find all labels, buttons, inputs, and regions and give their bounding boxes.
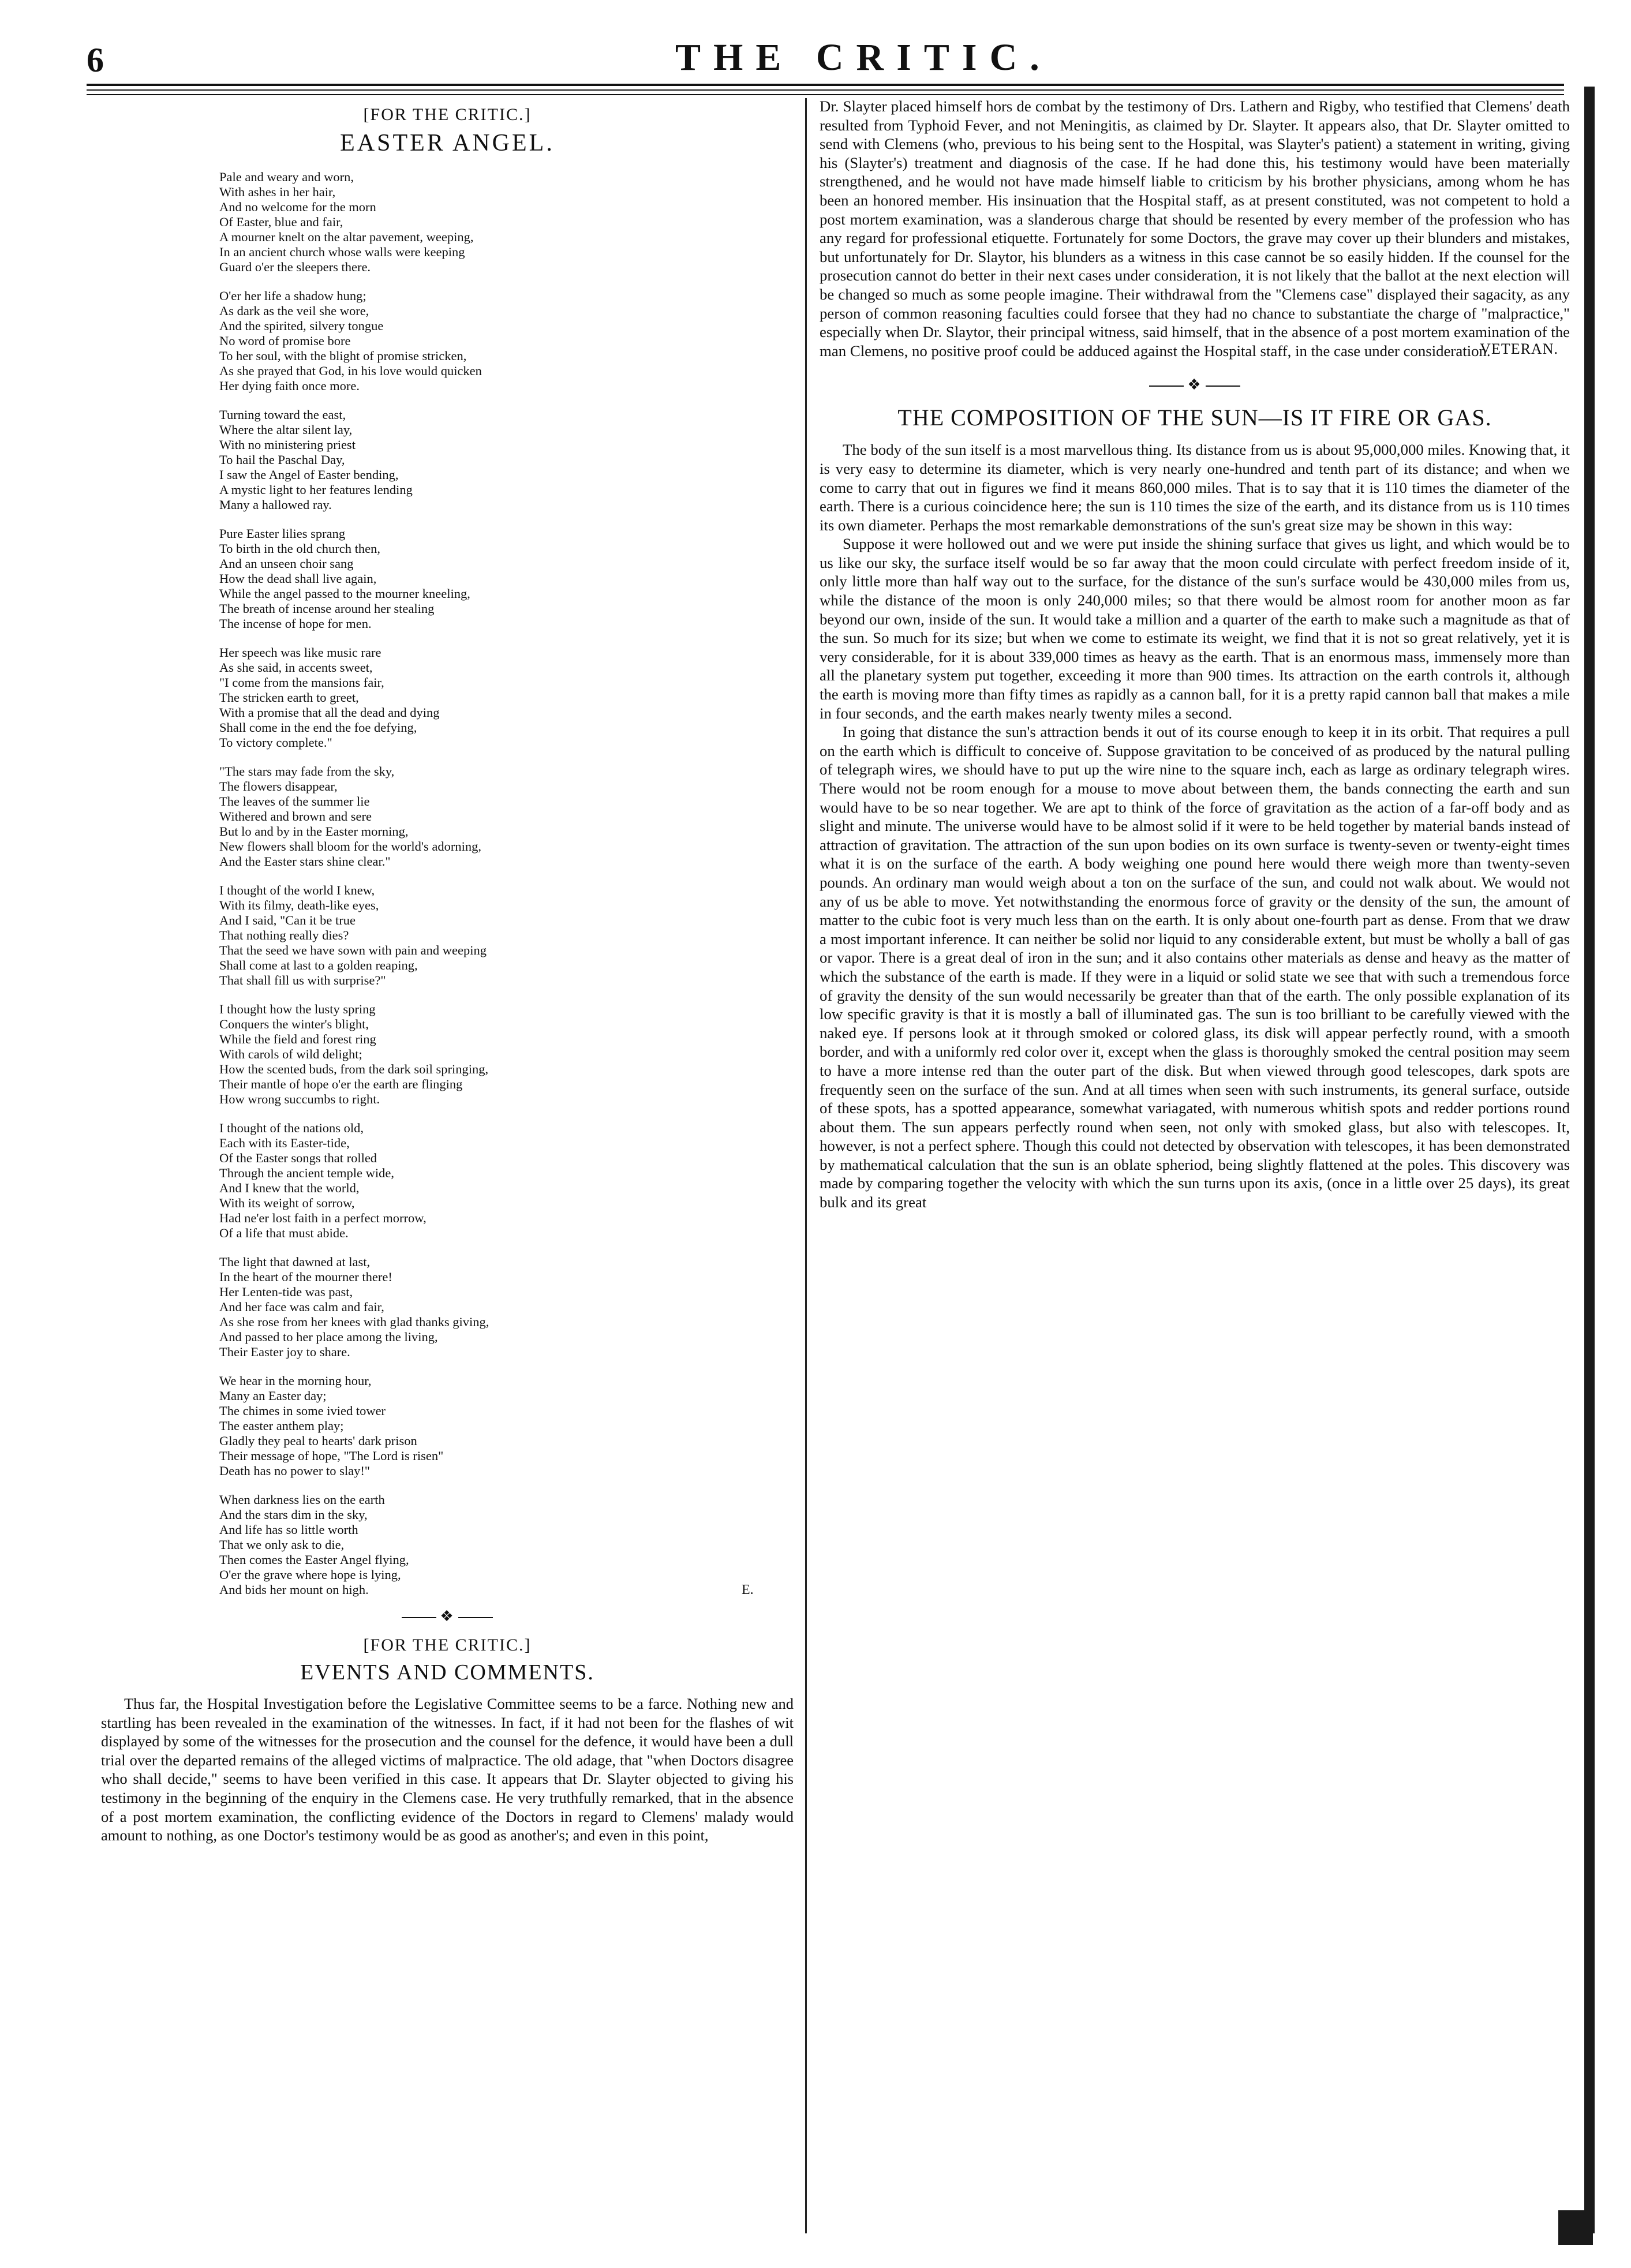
header-rule — [87, 94, 1564, 95]
poem-line: The stricken earth to greet, — [219, 690, 359, 705]
poem-line: I thought of the world I knew, — [219, 883, 375, 897]
poem-line: While the angel passed to the mourner kneeling, — [219, 586, 470, 601]
poem-line: And the Easter stars shine clear." — [219, 854, 391, 869]
poem-line: The leaves of the summer lie — [219, 794, 370, 809]
poem-line: Shall come at last to a golden reaping, — [219, 958, 418, 972]
poem-stanza — [219, 764, 794, 869]
poem-line: With a promise that all the dead and dying — [219, 705, 440, 720]
poem-line: O'er her life a shadow hung; — [219, 289, 366, 303]
poem-line: The incense of hope for men. — [219, 616, 372, 631]
poem-line: In an ancient church whose walls were keeping — [219, 245, 465, 259]
poem-line: When darkness lies on the earth — [219, 1492, 385, 1507]
poem-line: The flowers disappear, — [219, 779, 338, 794]
poem-line: Many an Easter day; — [219, 1389, 327, 1403]
poem-line: With its filmy, death-like eyes, — [219, 898, 379, 912]
poem-stanza — [219, 526, 794, 631]
poem-line: How the dead shall live again, — [219, 571, 377, 586]
sun-paragraph: Suppose it were hollowed out and we were put inside the shining surface that gives us light, and which would be to us like our sky, the surface itself would be so far away that the moon could circulate with perfect freedom inside of it, only little more than half way out to the surface, for the distance of the sun's surface would be 430,000 miles from us, while the distance of the moon is only 240,000 miles; so that there would be almost room for another moon as far beyond our own, inside of the sun. It would take a million and a quarter of the earth to make such a magnitude as that of the sun. So much for its size; but when we come to estimate its weight, we find that it is not so great relatively, yet it is very considerable, for it is about 339,000 times as heavy as the earth. That is an enormous mass, immensely more than all the planetary system put together, exceeding it more than 900 times. Its attraction on the earth controls it, although the earth is moving more than fifty times as rapidly as a cannon ball, for it is a pretty rapid cannon ball that makes a mile in four seconds, and the earth makes nearly twenty miles a second. — [820, 535, 1570, 722]
poem-line: Turning toward the east, — [219, 407, 346, 422]
poem-line: Of a life that must abide. — [219, 1226, 349, 1240]
events-title: EVENTS AND COMMENTS. — [300, 1660, 594, 1685]
right-column — [820, 97, 1570, 1212]
section-ornament: ❖ — [820, 376, 1570, 394]
poem-line: Withered and brown and sere — [219, 809, 372, 824]
poem-line: And I said, "Can it be true — [219, 913, 356, 927]
poem-line: And passed to her place among the living, — [219, 1330, 438, 1344]
events-credit: [FOR THE CRITIC.] — [363, 1635, 532, 1655]
poem-line: Shall come in the end the foe defying, — [219, 720, 417, 735]
page-edge-shadow — [1558, 2210, 1593, 2245]
poem-line: Her Lenten-tide was past, — [219, 1285, 353, 1299]
sun-paragraph: The body of the sun itself is a most marvellous thing. Its distance from us is about 95,000,000 miles. Knowing that, it is very easy to determine its diameter, which is very nearly one-hundred and tenth part of its distance; and when we come to carry that out in figures we find it means 860,000 miles. That is to say that it is 110 times the diameter of the earth. There is a curious coincidence here; the sun is 110 times the size of the earth, and its distance from us is 110 times its own diameter. Perhaps the most remarkable demonstrations of the sun's great size may be shown in this way: — [820, 441, 1570, 534]
poem-line: As she prayed that God, in his love would quicken — [219, 364, 482, 378]
poem-line: With ashes in her hair, — [219, 185, 336, 199]
poem-line: O'er the grave where hope is lying, — [219, 1567, 401, 1582]
poem-line: With no ministering priest — [219, 437, 356, 452]
poem-stanza — [219, 407, 794, 512]
poem-line: Her speech was like music rare — [219, 645, 381, 660]
poem-title: EASTER ANGEL. — [340, 130, 555, 156]
page-edge-shadow — [1584, 87, 1595, 2233]
poem-line: To her soul, with the blight of promise stricken, — [219, 349, 467, 363]
poem-line: Pure Easter lilies sprang — [219, 526, 346, 541]
poem-line: That nothing really dies? — [219, 928, 349, 942]
poem-stanza — [219, 645, 794, 750]
poem-line: And life has so little worth — [219, 1522, 358, 1537]
poem-line: As she said, in accents sweet, — [219, 660, 373, 675]
poem-line: And her face was calm and fair, — [219, 1300, 384, 1314]
poem-credit: [FOR THE CRITIC.] — [363, 105, 532, 124]
column-divider — [805, 98, 807, 2233]
poem-line: Death has no power to slay!" — [219, 1464, 370, 1478]
poem — [219, 170, 794, 1597]
poem-line: And no welcome for the morn — [219, 200, 376, 214]
poem-stanza — [219, 170, 794, 275]
poem-line: Had ne'er lost faith in a perfect morrow, — [219, 1211, 427, 1225]
poem-line: Their Easter joy to share. — [219, 1345, 350, 1359]
poem-line: A mystic light to her features lending — [219, 482, 413, 497]
poem-line: Gladly they peal to hearts' dark prison — [219, 1434, 417, 1448]
sun-article-title: THE COMPOSITION OF THE SUN—IS IT FIRE OR GAS. — [897, 405, 1492, 431]
poem-line: Conquers the winter's blight, — [219, 1017, 369, 1031]
sun-paragraph: In going that distance the sun's attraction bends it out of its course enough to keep it in its orbit. That requires a pull on the earth which is difficult to conceive of. Suppose gravitation to be conceived of as produced by the natural pulling of telegraph wires, we should have to put up the wire nine to the square inch, each as large as ordinary telegraph wires. There would not be room enough for a mouse to move about between them, the bands connecting the earth and sun would have to be so near together. We are apt to think of the force of gravitation as the action of a far-off body and as slight and minute. The universe would have to be almost solid if it were to be held together by material bands instead of attraction of gravitation. The attraction of the sun upon bodies on its own surface is twenty-seven or twenty-eight times what it is on the surface of the earth. A body weighing one pound here would there weigh more than twenty-seven pounds. An ordinary man would weigh about a ton on the surface of the sun, and could not walk about. We would not any of us be able to move. Yet notwithstanding the enormous force of gravity or the density of the sun, the amount of matter to the cubic foot is very much less than on the earth. It is only about one-fourth part as dense. From that we draw a most important inference. It can neither be solid nor liquid to any considerable extent, but must be wholly a ball of gas or vapor. There is a great deal of iron in the sun; and it also contains other materials as dense and heavy as the matter of which the substance of the earth is made. If they were in a liquid or solid state we see that with such a tremendous force of gravity the density of the sun would necessarily be greater than that of the earth. The only possible explanation of its low specific gravity is that it is mostly a ball of illuminated gas. The sun is too brilliant to be carefully viewed with the naked eye. If persons look at it through smoked or colored glass, its disk will appear perfectly round, with a smooth border, and with a uniformly red color over it, except when the glass is thoroughly smoked the central position may seem to have a more intense red than the outer part of the disk. But when viewed through good telescopes, dark spots are frequently seen on the surface of the sun. And at all times when seen with such instruments, its general surface, outside of these spots, has a spotted appearance, somewhat variagated, with numerous whitish spots and redder portions round about them. The sun appears perfectly round when seen, not only with smoked glass, but also with telescopes. It, however, is not a perfect sphere. Though this could not detected by observation with telescopes, it has been demonstrated by mathematical calculation that the sun is an oblate spheriod, being slightly flattened at the poles. This discovery was made by comparing together the velocity with which the sun turns upon its axis, (once in a little over 25 days), its great bulk and its great — [820, 723, 1570, 1211]
poem-line: Many a hallowed ray. — [219, 497, 332, 512]
poem-line: Their message of hope, "The Lord is risen" — [219, 1449, 444, 1463]
poem-stanza — [219, 1492, 794, 1597]
poem-line: Of Easter, blue and fair, — [219, 215, 343, 229]
poem-line: Where the altar silent lay, — [219, 422, 353, 437]
poem-line: The breath of incense around her stealing — [219, 601, 435, 616]
poem-signature: E. — [742, 1582, 754, 1597]
header-rule — [87, 84, 1564, 86]
poem-line: Pale and weary and worn, — [219, 170, 354, 184]
poem-signature-row — [101, 1582, 794, 1597]
poem-line: That we only ask to die, — [219, 1537, 345, 1552]
poem-line: No word of promise bore — [219, 334, 351, 348]
poem-line: Guard o'er the sleepers there. — [219, 260, 371, 274]
poem-stanza — [219, 289, 794, 394]
poem-line: Through the ancient temple wide, — [219, 1166, 395, 1180]
poem-line: While the field and forest ring — [219, 1032, 376, 1046]
poem-stanza — [219, 883, 794, 988]
poem-line: With its weight of sorrow, — [219, 1196, 355, 1210]
poem-line: Their mantle of hope o'er the earth are flinging — [219, 1077, 463, 1091]
poem-line: That shall fill us with surprise?" — [219, 973, 386, 987]
poem-line: The light that dawned at last, — [219, 1255, 371, 1269]
poem-line: And bids her mount on high. — [219, 1582, 369, 1597]
header-rule — [87, 89, 1564, 91]
poem-line: The chimes in some ivied tower — [219, 1404, 386, 1418]
poem-line: How the scented buds, from the dark soil springing, — [219, 1062, 489, 1076]
events-continued-text: Dr. Slayter placed himself hors de combat by the testimony of Drs. Lathern and Rigby, who testified that Clemens' death resulted from Typhoid Fever, and not Meningitis, as claimed by Dr. Slayter. It appears also, that Dr. Slayter omitted to send with Clemens (who, previous to his being sent to the Hospital, was Slayter's patient) a statement in writing, giving his (Slayter's) treatment and diagnosis of the case. If he had done this, his testimony would have been materially strengthened, and he would not have made himself liable to criticism by his brother physicians, among whom he has been an honored member. His insinuation that the Hospital staff, as at present constituted, was not competent to hold a post mortem examination, was a slanderous charge that should be resented by every member of the profession who has any regard for professional etiquette. Fortunately for some Doctors, the grave may cover up their blunders and mistakes, but unfortunately for Dr. Slaytor, his blunders as a witness in this case cannot be so easily hidden. If the counsel for the prosecution cannot do better in their next cases under consideration, it is not likely that the ballot at the next election will be changed so much as some people imagine. Their withdrawal from the "Clemens case" displayed their sagacity, as any person of common reasoning faculties could forsee that they had no chance to substantiate the charge of "malpractice," especially when Dr. Slaytor, their principal witness, said himself, that in the absence of a post mortem examination of the man Clemens, no positive proof could be adduced against the Hospital staff, in the case under consideration. — [820, 98, 1570, 360]
poem-line: And the stars dim in the sky, — [219, 1507, 368, 1522]
masthead-title: THE CRITIC. — [675, 36, 1052, 78]
left-column — [101, 98, 794, 1845]
poem-line: I thought how the lusty spring — [219, 1002, 376, 1016]
poem-line: But lo and by in the Easter morning, — [219, 824, 409, 839]
poem-line: That the seed we have sown with pain and weeping — [219, 943, 487, 957]
poem-line: As she rose from her knees with glad thanks giving, — [219, 1315, 489, 1329]
events-text: Thus far, the Hospital Investigation before the Legislative Committee seems to be a farce. Nothing new and startling has been revealed in the examination of the witnesses. In fact, if it had not been for the flashes of wit displayed by some of the witnesses for the prosecution and the counsel for the defence, it would have been a dull trial over the departed remains of the alleged victims of malpractice. The old adage, that "when Doctors disagree who shall decide," seems to have been verified in this case. It appears that Dr. Slayter objected to giving his testimony in the beginning of the enquiry in the Clemens case. He very truthfully remarked, that in the absence of a post mortem examination, the conflicting evidence of the Doctors in regard to Clemens' malady would amount to nothing, as one Doctor's testimony would be as good as another's; and even in this point, — [101, 1695, 794, 1844]
poem-line: I thought of the nations old, — [219, 1121, 364, 1135]
poem-line: And an unseen choir sang — [219, 556, 354, 571]
poem-line: A mourner knelt on the altar pavement, weeping, — [219, 230, 474, 244]
events-signature-row — [820, 340, 1570, 366]
poem-line: I saw the Angel of Easter bending, — [219, 467, 399, 482]
poem-line: Each with its Easter-tide, — [219, 1136, 350, 1150]
poem-line: To hail the Paschal Day, — [219, 452, 345, 467]
section-ornament: ❖ — [101, 1608, 794, 1625]
poem-line: "The stars may fade from the sky, — [219, 764, 395, 779]
poem-line: Then comes the Easter Angel flying, — [219, 1552, 409, 1567]
poem-stanza — [219, 1002, 794, 1107]
poem-stanza — [219, 1373, 794, 1479]
poem-line: How wrong succumbs to right. — [219, 1092, 380, 1106]
poem-line: With carols of wild delight; — [219, 1047, 362, 1061]
poem-line: We hear in the morning hour, — [219, 1373, 372, 1388]
page-number: 6 — [87, 41, 104, 79]
poem-line: New flowers shall bloom for the world's adorning, — [219, 839, 481, 854]
poem-line: As dark as the veil she wore, — [219, 304, 369, 318]
events-signature: VETERAN. — [1480, 340, 1558, 358]
poem-line: Her dying faith once more. — [219, 379, 360, 393]
poem-stanza — [219, 1121, 794, 1241]
poem-line: And I knew that the world, — [219, 1181, 360, 1195]
poem-line: The easter anthem play; — [219, 1419, 344, 1433]
poem-stanza — [219, 1255, 794, 1360]
poem-line: To victory complete." — [219, 735, 332, 750]
poem-line: And the spirited, silvery tongue — [219, 319, 384, 333]
poem-line: In the heart of the mourner there! — [219, 1270, 392, 1284]
poem-line: To birth in the old church then, — [219, 541, 380, 556]
poem-line: "I come from the mansions fair, — [219, 675, 384, 690]
poem-line: Of the Easter songs that rolled — [219, 1151, 377, 1165]
